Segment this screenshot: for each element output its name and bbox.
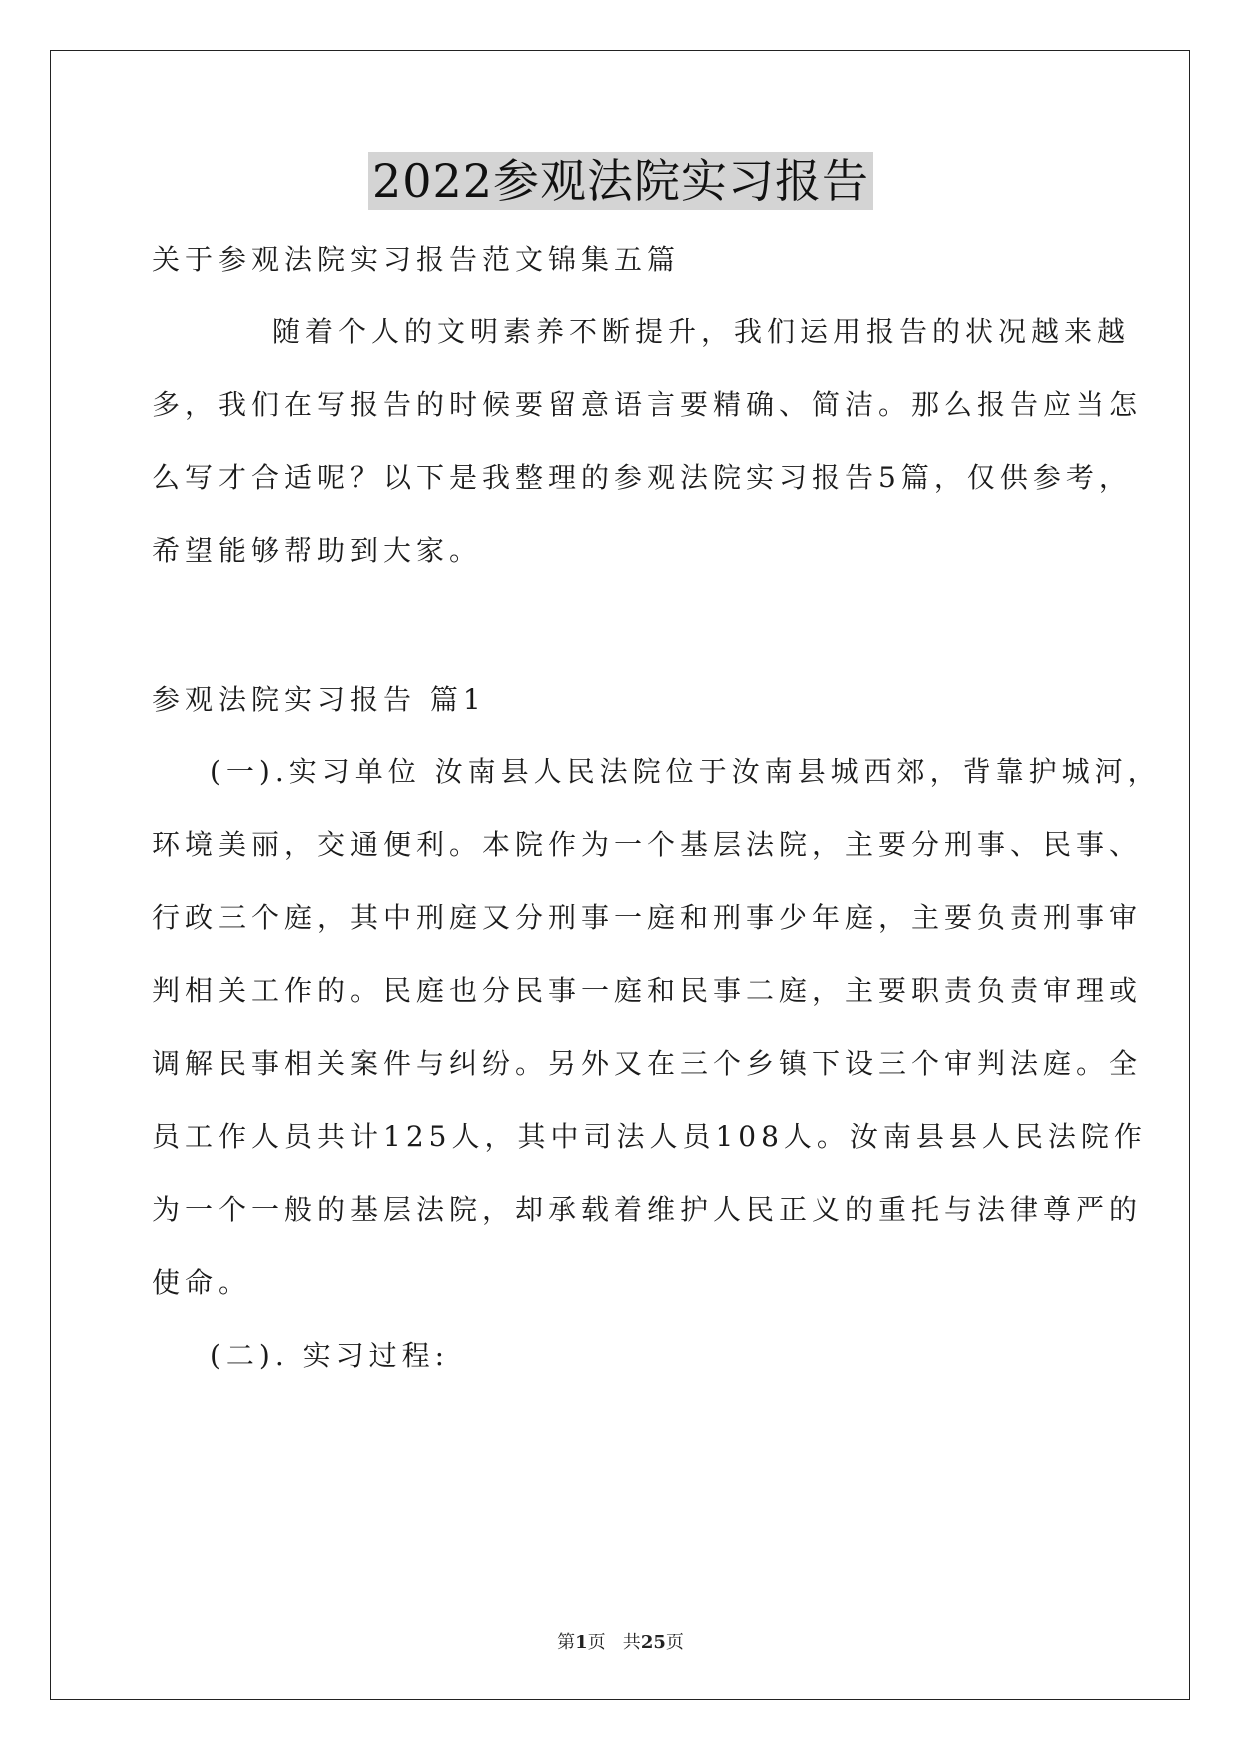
section2-heading: (二). 实习过程: [210, 1339, 450, 1372]
section1-line-1: (一).实习单位 汝南县人民法院位于汝南县城西郊，背靠护城河， [210, 755, 1161, 788]
section1-line-2: 环境美丽，交通便利。本院作为一个基层法院，主要分刑事、民事、 [152, 828, 1143, 861]
section1-line-6: 员工作人员共计125人，其中司法人员108人。汝南县县人民法院作 [152, 1120, 1147, 1153]
footer-total-pages: 25 [640, 1632, 666, 1653]
section1-line-4: 判相关工作的。民庭也分民事一庭和民事二庭，主要职责负责审理或 [152, 974, 1143, 1007]
section1-line-5: 调解民事相关案件与纠纷。另外又在三个乡镇下设三个审判法庭。全 [152, 1047, 1143, 1080]
section1-line-3: 行政三个庭，其中刑庭又分刑事一庭和刑事少年庭，主要负责刑事审 [152, 901, 1143, 934]
section1-line-7: 为一个一般的基层法院，却承载着维护人民正义的重托与法律尊严的 [152, 1193, 1143, 1226]
intro-line-2: 多，我们在写报告的时候要留意语言要精确、简洁。那么报告应当怎 [152, 388, 1143, 421]
footer-page-number: 1 [575, 1632, 588, 1653]
footer-prefix: 第 [557, 1632, 576, 1653]
page-footer [0, 1628, 1241, 1654]
subtitle: 关于参观法院实习报告范文锦集五篇 [152, 243, 681, 276]
title-container [0, 152, 1241, 210]
page-border [50, 50, 1190, 1700]
intro-line-3: 么写才合适呢？以下是我整理的参观法院实习报告5篇，仅供参考， [152, 461, 1132, 494]
section-heading: 参观法院实习报告 篇1 [152, 683, 486, 716]
intro-line-4: 希望能够帮助到大家。 [152, 534, 483, 567]
intro-line-1: 随着个人的文明素养不断提升，我们运用报告的状况越来越 [272, 315, 1131, 348]
footer-mid: 页 共 [587, 1632, 641, 1653]
section1-line-8: 使命。 [152, 1266, 252, 1299]
footer-suffix: 页 [665, 1632, 684, 1653]
document-title: 2022参观法院实习报告 [368, 152, 873, 210]
